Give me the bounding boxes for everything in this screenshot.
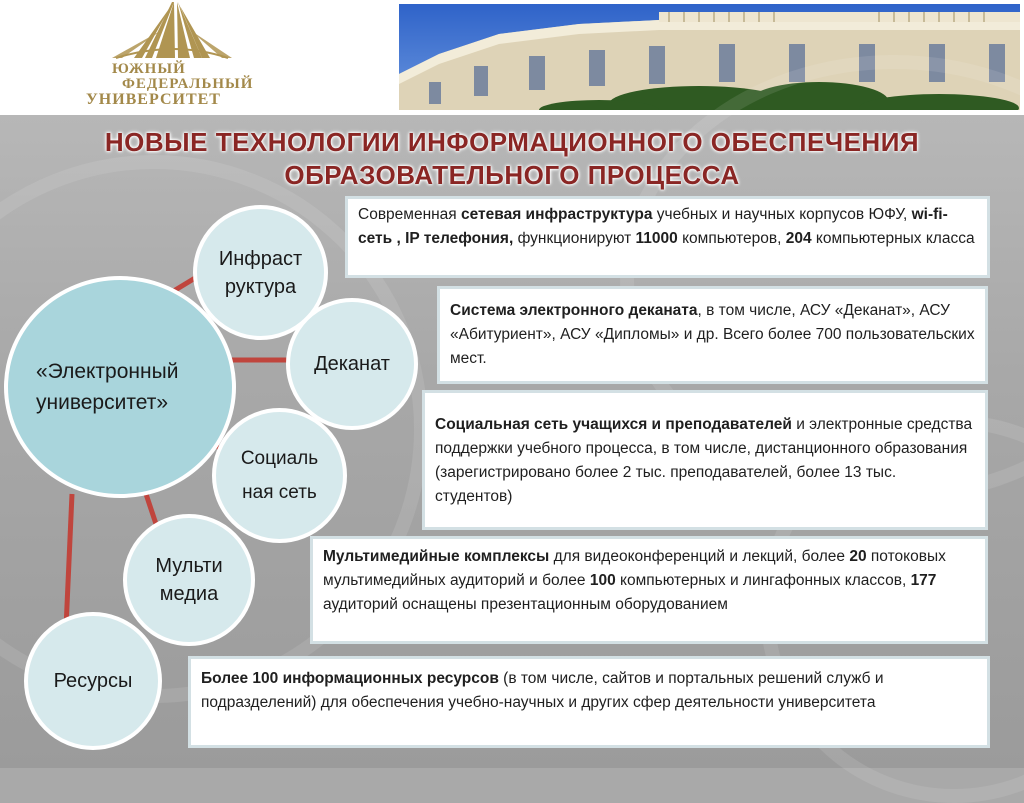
infrastructure-label: Инфраст руктура [218,247,303,298]
logo-line-1: ЮЖНЫЙ [112,61,186,77]
multimedia-circle [123,514,255,646]
social-network-description-box [422,390,988,530]
social-network-circle [212,408,347,543]
box-text: Современная сетевая инфраструктура учебных и научных корпусов ЮФУ, wi-fi-сеть , IP телефония, функционируют 11000 компьютеров, 204 компьютерных класса [358,206,975,247]
social-network-label: Социаль ная сеть [240,447,319,503]
box-text: Мультимедийные комплексы для видеоконференций и лекций, более 20 потоковых мультимедийных аудиторий и более 100 компьютерных и лингафонных классов, 177 аудиторий оснащены презентационным оборудованием [323,548,946,613]
slide-title-line-1: НОВЫЕ ТЕХНОЛОГИИ ИНФОРМАЦИОННОГО ОБЕСПЕЧЕНИЯ [104,127,920,157]
connector-resources [66,494,72,628]
multimedia-description-box [310,536,988,644]
multimedia-label: Мульти медиа [155,555,223,605]
electronic-university-circle [4,276,236,498]
box-text: Система электронного деканата, в том числе, АСУ «Деканат», АСУ «Абитуриент», АСУ «Дипломы» и др. Всего более 700 пользовательских мест. [450,302,975,367]
electronic-university-label: «Электронный университет» [36,360,179,414]
logo-line-3: УНИВЕРСИТЕТ [86,91,221,108]
box-text: Социальная сеть учащихся и преподавателей и электронные средства поддержки учебного процесса, в том числе, дистанционного образования (зарегистрировано более 2 тыс. преподавателей, более 13 тыс. студентов) [435,416,973,505]
logo-line-2: ФЕДЕРАЛЬНЫЙ [122,76,254,92]
dekanat-description-box [437,286,988,384]
box-text: Более 100 информационных ресурсов (в том числе, сайтов и портальных решений служб и подразделений) для обеспечения учебно-научных и других сфер деятельности университета [201,670,884,711]
resources-label: Ресурсы [53,670,133,692]
dekanat-circle [286,298,418,430]
resources-circle [24,612,162,750]
infrastructure-description-box [345,196,990,278]
resources-description-box [188,656,990,748]
dekanat-label: Деканат [314,353,390,375]
slide-title-line-2: ОБРАЗОВАТЕЛЬНОГО ПРОЦЕССА [284,160,740,190]
